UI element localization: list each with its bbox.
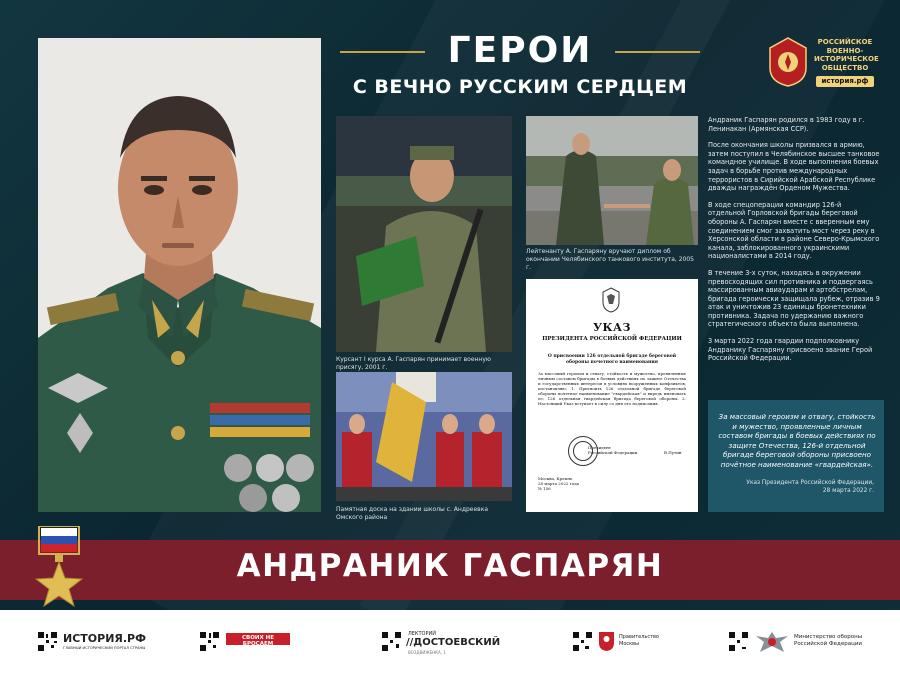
quote-box bbox=[708, 400, 884, 512]
hero-star-medal-icon bbox=[33, 526, 85, 612]
page-title: ГЕРОИ bbox=[447, 30, 593, 71]
biography bbox=[708, 116, 880, 371]
photo-oath bbox=[336, 116, 512, 352]
page-subtitle: С ВЕЧНО РУССКИМ СЕРДЦЕМ bbox=[352, 76, 688, 98]
moscow-government[interactable]: Правительство Москвы bbox=[619, 634, 659, 647]
svoih-ne-brosaem-logo[interactable]: СВОИХ НЕ БРОСАЕМ bbox=[226, 633, 290, 645]
quote-text: За массовый героизм и отвагу, стойкость и мужество, проявленные личным составом бригады в боевых действиях по защите Отечества, 126-й отдельной бригаде береговой обороны присвоено почётное наименование «гвардейская». bbox=[718, 412, 876, 469]
mod-emblem-icon bbox=[754, 630, 790, 654]
caption-oath: Курсант I курса А. Гаспарян принимает военную присягу, 2001 г. bbox=[336, 356, 491, 371]
rvio-text: РОССИЙСКОЕ ВОЕННО- ИСТОРИЧЕСКОЕ ОБЩЕСТВО bbox=[814, 38, 879, 72]
photo-memorial bbox=[336, 372, 512, 501]
bio-paragraph: В ходе спецоперации командир 126-й отдельной Горловской бригады береговой обороны А. Гаспарян вместе с вверенным ему соединением смог захватить мост через реку в Херсонской области в районе Северо-Крымского канала, заблокированного украинскими националистами в 2014 году. bbox=[708, 200, 880, 261]
decree-heading: О присвоении 126 отдельной бригаде береговой обороны почетного наименования bbox=[547, 354, 677, 365]
istoria-tagline: ГЛАВНЫЙ ИСТОРИЧЕСКИЙ ПОРТАЛ СТРАНЫ bbox=[63, 646, 146, 650]
hero-portrait bbox=[38, 38, 321, 512]
lectory-label: ЛЕКТОРИЙ bbox=[408, 631, 436, 637]
bio-paragraph: В течение 3-х суток, находясь в окружении превосходящих сил противника и подвергаясь массированным авиаударам и артобстрелам, бригада героически защищала рубеж, отразив 9 атак и уничтожив 23 единицы бронетехники противника. Задача по удержанию важного стратегического объекта была выполнена. bbox=[708, 268, 880, 329]
qr-code-icon[interactable] bbox=[38, 632, 57, 651]
qr-code-icon[interactable] bbox=[200, 632, 219, 651]
rvio-url[interactable]: история.рф bbox=[816, 76, 874, 87]
decree-subtitle: ПРЕЗИДЕНТА РОССИЙСКОЙ ФЕДЕРАЦИИ bbox=[542, 336, 682, 342]
bio-paragraph: 3 марта 2022 года гвардии подполковнику Андранику Гаспаряну присвоено звание Герой Российской Федерации. bbox=[708, 337, 873, 363]
quote-source: Указ Президента Российской Федерации, 28 марта 2022 г. bbox=[746, 480, 874, 494]
rvio-logo bbox=[766, 36, 879, 92]
decree-body: За массовый героизм и отвагу, стойкость и мужество, проявленные личным составом бригады в боевых действиях по защите Отечества и государственных интересов в условиях вооруженных конфликтов, постановляю: 1. Присвоить 126 отдельной бригаде береговой обороны почетное наименование "гвардейская" и впредь именовать ее: 126 отдельная гвардейская бригада береговой обороны. 2. Настоящий Указ вступает в силу со дня его подписания. bbox=[538, 371, 686, 406]
lectory-address: ВОЗДВИЖЕНКА, 1 bbox=[408, 650, 446, 655]
qr-code-icon[interactable] bbox=[382, 632, 401, 651]
moscow-coat-of-arms-icon bbox=[598, 631, 615, 652]
decree-title: УКАЗ bbox=[593, 321, 631, 334]
hero-name: АНДРАНИК ГАСПАРЯН bbox=[236, 548, 664, 584]
caption-memorial: Памятная доска на здании школы с. Андреевка Омского района bbox=[336, 506, 488, 521]
istoria-logo[interactable]: ИСТОРИЯ.РФ bbox=[63, 632, 147, 645]
rvio-emblem-icon bbox=[766, 36, 810, 88]
bio-paragraph: Андраник Гаспарян родился в 1983 году в г. Ленинакан (Армянская ССР). bbox=[708, 116, 865, 133]
decree-president: Президент Российской Федерации bbox=[588, 445, 638, 455]
decree-document bbox=[526, 279, 698, 512]
qr-code-icon[interactable] bbox=[573, 632, 592, 651]
photo-diploma bbox=[526, 116, 698, 245]
lectory-name[interactable]: //ДОСТОЕВСКИЙ bbox=[406, 637, 501, 648]
russia-coat-of-arms-icon bbox=[599, 286, 623, 314]
qr-code-icon[interactable] bbox=[729, 632, 748, 651]
decree-place: Москва, Кремль 28 марта 2022 года № 156 bbox=[538, 476, 580, 491]
decree-signature-name: В.Путин bbox=[664, 450, 682, 455]
bio-paragraph: После окончания школы призвался в армию, затем поступил в Челябинское высшее танковое командное училище. В ходе выполнения боевых задач в борьбе против международных террористов в Сирийской Арабской Республике дважды награждён Орденом Мужества. bbox=[708, 141, 880, 193]
caption-diploma: Лейтенанту А. Гаспаряну вручают диплом об окончании Челябинского танкового института, 2005 г. bbox=[526, 248, 694, 271]
mod-name[interactable]: Министерство обороны Российской Федерации bbox=[794, 634, 863, 647]
